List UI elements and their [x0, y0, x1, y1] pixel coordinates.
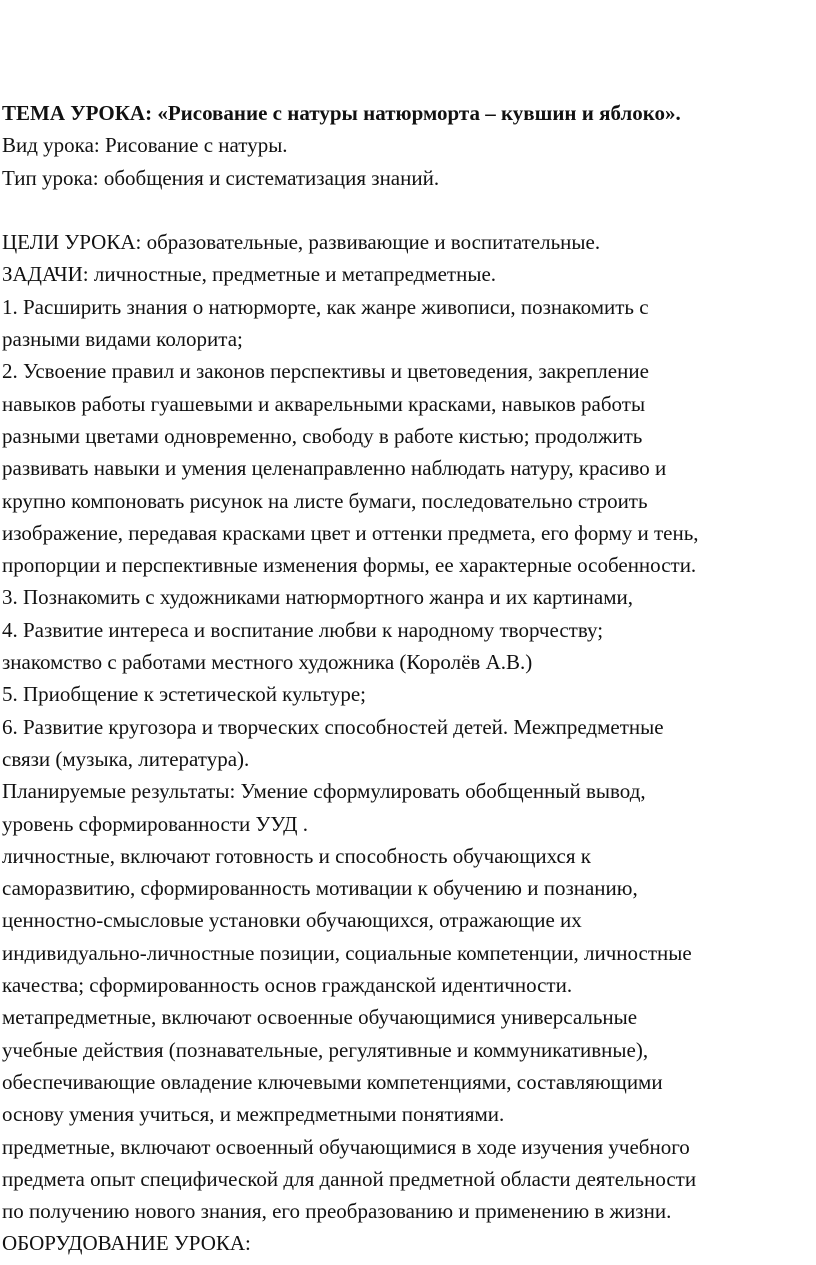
- text-line: знакомство с работами местного художника (Королёв А.В.): [2, 650, 533, 675]
- text-line: 6. Развитие кругозора и творческих способностей детей. Межпредметные: [2, 714, 664, 739]
- text-line: 3. Познакомить с художниками натюрмортного жанра и их картинами,: [2, 585, 633, 610]
- text-line: пропорции и перспективные изменения формы, ее характерные особенности.: [2, 553, 697, 578]
- text-line: основу умения учиться, и межпредметными понятиями.: [2, 1102, 505, 1127]
- lesson-kind-line: Вид урока: Рисование с натуры.: [2, 133, 288, 158]
- text-line: развивать навыки и умения целенаправленно наблюдать натуру, красиво и: [2, 456, 667, 481]
- text-line: 4. Развитие интереса и воспитание любви к народному творчеству;: [2, 617, 604, 642]
- text-line: саморазвитию, сформированность мотивации к обучению и познанию,: [2, 876, 638, 901]
- text-line: учебные действия (познавательные, регулятивные и коммуникативные),: [2, 1037, 649, 1062]
- text-line: уровень сформированности УУД .: [2, 811, 308, 836]
- text-line: разными цветами одновременно, свободу в работе кистью; продолжить: [2, 423, 643, 448]
- planned-results-line: Планируемые результаты: Умение сформулировать обобщенный вывод,: [2, 779, 646, 804]
- text-line: личностные, включают готовность и способность обучающихся к: [2, 843, 591, 868]
- equipment-heading-line: ОБОРУДОВАНИЕ УРОКА:: [2, 1231, 251, 1256]
- blank-line: [0, 194, 816, 226]
- lesson-tasks-line: ЗАДАЧИ: личностные, предметные и метапредметные.: [2, 262, 497, 287]
- text-line: по получению нового знания, его преобразованию и применению в жизни.: [2, 1199, 672, 1224]
- text-line: качества; сформированность основ гражданской идентичности.: [2, 973, 573, 998]
- text-line: 2. Усвоение правил и законов перспективы и цветоведения, закрепление: [2, 359, 649, 384]
- text-line: разными видами колорита;: [2, 327, 243, 352]
- text-line: предметные, включают освоенный обучающимися в ходе изучения учебного: [2, 1134, 690, 1159]
- text-line: крупно компоновать рисунок на листе бумаги, последовательно строить: [2, 488, 648, 513]
- text-line: обеспечивающие овладение ключевыми компетенциями, составляющими: [2, 1069, 663, 1094]
- lesson-type-line: Тип урока: обобщения и систематизация знаний.: [2, 165, 440, 190]
- document-body: [0, 97, 816, 1260]
- text-line: изображение, передавая красками цвет и оттенки предмета, его форму и тень,: [2, 520, 699, 545]
- text-line: навыков работы гуашевыми и акварельными красками, навыков работы: [2, 391, 646, 416]
- text-line: 1. Расширить знания о натюрморте, как жанре живописи, познакомить с: [2, 294, 649, 319]
- text-line: 5. Приобщение к эстетической культуре;: [2, 682, 366, 707]
- text-line: ценностно-смысловые установки обучающихся, отражающие их: [2, 908, 582, 933]
- lesson-topic-heading: ТЕМА УРОКА: «Рисование с натуры натюрморта – кувшин и яблоко».: [2, 101, 681, 125]
- text-line: предмета опыт специфической для данной предметной области деятельности: [2, 1166, 697, 1191]
- text-line: метапредметные, включают освоенные обучающимися универсальные: [2, 1005, 638, 1030]
- lesson-goals-line: ЦЕЛИ УРОКА: образовательные, развивающие и воспитательные.: [2, 230, 601, 255]
- text-line: индивидуально-личностные позиции, социальные компетенции, личностные: [2, 940, 692, 965]
- text-line: связи (музыка, литература).: [2, 746, 250, 771]
